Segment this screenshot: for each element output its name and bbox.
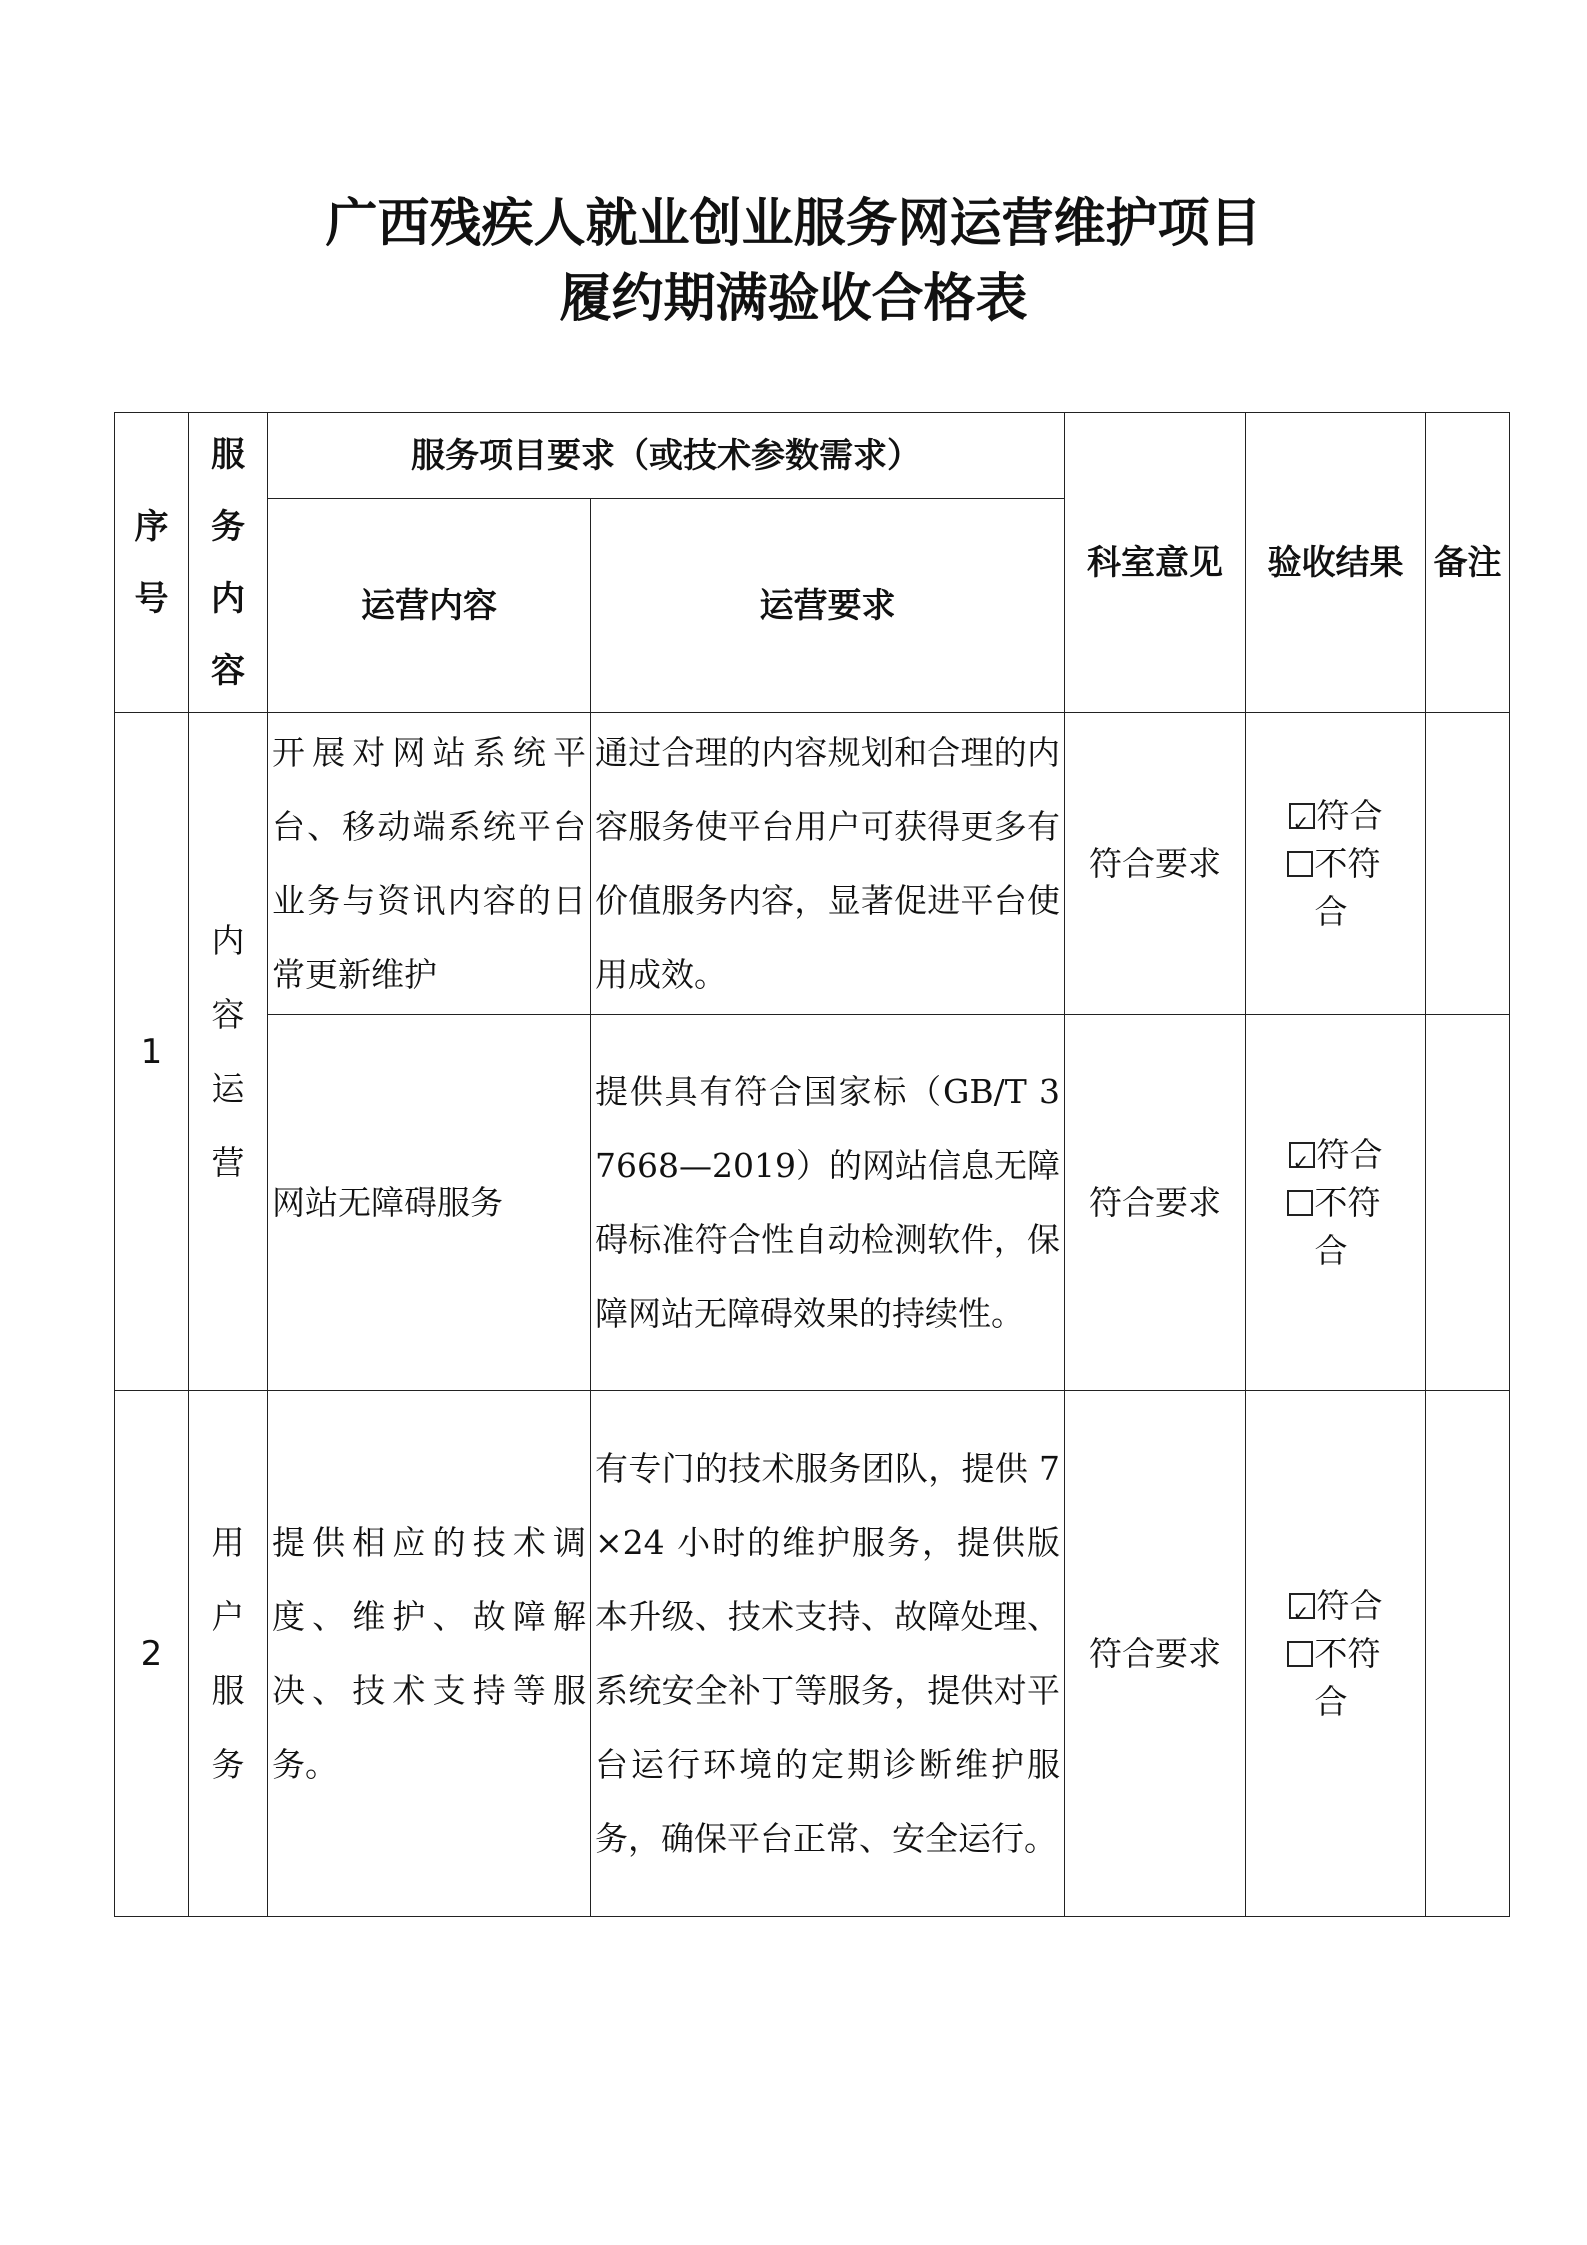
- ops-content-cell: [268, 713, 591, 1015]
- header-seq-char-2: 号: [134, 578, 169, 619]
- pass-label: 符合: [1316, 795, 1383, 835]
- remark-cell: [1426, 1015, 1510, 1391]
- row-category: [189, 1391, 268, 1917]
- fail-label: 不符合: [1314, 843, 1381, 931]
- fail-label: 不符合: [1314, 1633, 1381, 1721]
- pass-label: 符合: [1316, 1134, 1383, 1174]
- header-ops-requirement: 运营要求: [591, 499, 1065, 713]
- row-seq: 1: [115, 713, 189, 1391]
- ops-requirement-text: 通过合理的内容规划和合理的内容服务使平台用户可获得更多有价值服务内容，显著促进平台使用成效。: [595, 732, 1060, 994]
- checked-box-icon[interactable]: [1289, 1142, 1315, 1168]
- row-category-char: 用: [211, 1522, 245, 1562]
- row-category-char: 户: [211, 1596, 245, 1636]
- ops-requirement-cell: [591, 713, 1065, 1015]
- header-ops-content: 运营内容: [268, 499, 591, 713]
- result-cell: [1246, 1015, 1426, 1391]
- result-cell: [1246, 1391, 1426, 1917]
- ops-content-text: 网站无障碍服务: [272, 1182, 503, 1222]
- header-service-char-2: 务: [211, 506, 245, 547]
- header-result: 验收结果: [1246, 413, 1426, 713]
- header-seq-char-1: 序: [134, 506, 169, 547]
- row-category-char: 服: [211, 1670, 245, 1710]
- acceptance-table: [114, 412, 1510, 1917]
- header-seq: [115, 413, 189, 713]
- ops-content-text: 提供相应的技术调度、维护、故障解决、技术支持等服务。: [272, 1522, 586, 1784]
- row-category-char: 务: [211, 1744, 245, 1784]
- ops-requirement-text: 提供具有符合国家标（GB/T 37668—2019）的网站信息无障碍标准符合性自动检测软件，保障网站无障碍效果的持续性。: [595, 1071, 1060, 1333]
- document-title-line2: 履约期满验收合格表: [559, 268, 1028, 329]
- unchecked-box-icon[interactable]: [1287, 1190, 1313, 1216]
- document-title-line1: 广西残疾人就业创业服务网运营维护项目: [325, 193, 1262, 254]
- row-category: [189, 713, 268, 1391]
- ops-content-cell: [268, 1015, 591, 1391]
- pass-option[interactable]: [1246, 792, 1425, 840]
- row-category-char: 容: [211, 994, 245, 1034]
- header-service-char-3: 内: [211, 578, 245, 619]
- row-seq: 2: [115, 1391, 189, 1917]
- unchecked-box-icon[interactable]: [1287, 851, 1313, 877]
- dept-opinion-cell: 符合要求: [1065, 1391, 1246, 1917]
- header-service-char-4: 容: [211, 650, 245, 691]
- pass-option[interactable]: [1246, 1131, 1425, 1179]
- fail-option[interactable]: [1246, 840, 1425, 936]
- header-remark: 备注: [1426, 413, 1510, 713]
- header-service-content: [189, 413, 268, 713]
- header-service-requirement: 服务项目要求（或技术参数需求）: [268, 413, 1065, 499]
- ops-requirement-cell: [591, 1015, 1065, 1391]
- dept-opinion-cell: 符合要求: [1065, 1015, 1246, 1391]
- dept-opinion-cell: 符合要求: [1065, 713, 1246, 1015]
- header-dept-opinion: 科室意见: [1065, 413, 1246, 713]
- ops-content-cell: [268, 1391, 591, 1917]
- checked-box-icon[interactable]: [1289, 803, 1315, 829]
- ops-content-text: 开展对网站系统平台、移动端系统平台业务与资讯内容的日常更新维护: [272, 732, 586, 994]
- unchecked-box-icon[interactable]: [1287, 1641, 1313, 1667]
- checked-box-icon[interactable]: [1289, 1593, 1315, 1619]
- ops-requirement-cell: [591, 1391, 1065, 1917]
- result-cell: [1246, 713, 1426, 1015]
- fail-option[interactable]: [1246, 1630, 1425, 1726]
- fail-label: 不符合: [1314, 1182, 1381, 1270]
- remark-cell: [1426, 713, 1510, 1015]
- remark-cell: [1426, 1391, 1510, 1917]
- pass-label: 符合: [1316, 1585, 1383, 1625]
- ops-requirement-text: 有专门的技术服务团队，提供 7×24 小时的维护服务，提供版本升级、技术支持、故障处理、系统安全补丁等服务，提供对平台运行环境的定期诊断维护服务，确保平台正常、安全运行。: [595, 1448, 1060, 1858]
- pass-option[interactable]: [1246, 1582, 1425, 1630]
- row-category-char: 内: [211, 920, 245, 960]
- header-service-char-1: 服: [211, 434, 245, 475]
- row-category-char: 营: [211, 1142, 245, 1182]
- fail-option[interactable]: [1246, 1179, 1425, 1275]
- row-category-char: 运: [211, 1068, 245, 1108]
